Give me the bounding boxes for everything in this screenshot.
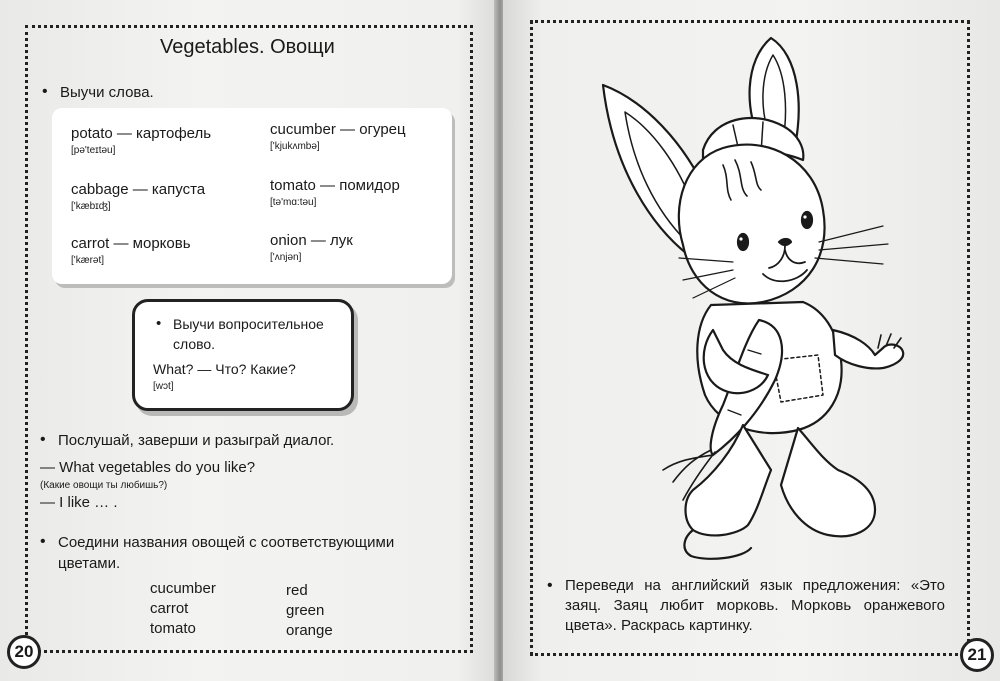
page-number: 20 bbox=[7, 635, 41, 669]
matching-instruction: • Соедини названия овощей с соответствующими цветами. bbox=[58, 532, 453, 574]
dialog-line-2: — I like … . bbox=[40, 494, 118, 511]
vocab-item bbox=[71, 125, 211, 156]
translation-task: • Переведи на английский язык предложения: «Это заяц. Заяц любит морковь. Морковь оранжевого цвета». Раскрась картинку. bbox=[565, 576, 945, 636]
vocab-item bbox=[71, 181, 205, 212]
vegetable-word: carrot bbox=[150, 600, 189, 617]
vegetable-word: cucumber bbox=[150, 580, 216, 597]
vocab-card bbox=[52, 108, 452, 284]
vocab-transcription: [pə'teɪtəu] bbox=[71, 145, 116, 156]
vocab-transcription: ['kæbɪʤ] bbox=[71, 201, 111, 212]
vocab-item bbox=[270, 121, 406, 152]
vocab-transcription: ['ʌnjən] bbox=[270, 252, 302, 263]
question-transcription: [wɔt] bbox=[153, 381, 174, 392]
vocab-transcription: ['kjukʌmbə] bbox=[270, 141, 320, 152]
dialog-translation: (Какие овощи ты любишь?) bbox=[40, 480, 168, 491]
vocab-word: cucumber — огурец bbox=[270, 121, 406, 138]
question-card-instruction: • Выучи вопросительное слово. bbox=[173, 314, 349, 354]
vocab-word: tomato — помидор bbox=[270, 177, 400, 194]
dialog-instruction: • Послушай, заверши и разыграй диалог. bbox=[58, 432, 334, 449]
page-number: 21 bbox=[960, 638, 994, 672]
left-page bbox=[0, 0, 497, 681]
vocab-word: cabbage — капуста bbox=[71, 181, 206, 198]
vocab-item bbox=[270, 177, 400, 208]
vocab-word: potato — картофель bbox=[71, 125, 212, 142]
color-word: orange bbox=[286, 622, 333, 639]
vocab-transcription: ['kærət] bbox=[71, 255, 105, 266]
vocab-item bbox=[270, 232, 353, 263]
question-word-card bbox=[132, 299, 354, 411]
question-word: What? — Что? Какие? bbox=[153, 361, 296, 377]
vocab-word: carrot — морковь bbox=[71, 235, 191, 252]
vocab-item bbox=[71, 235, 191, 266]
learn-words-instruction: • Выучи слова. bbox=[60, 84, 154, 101]
color-word: green bbox=[286, 602, 325, 619]
vocab-transcription: [tə'mɑ:təu] bbox=[270, 197, 317, 208]
dialog-line-1: — What vegetables do you like? bbox=[40, 459, 256, 476]
color-word: red bbox=[286, 582, 308, 599]
vegetable-word: tomato bbox=[150, 620, 196, 637]
rabbit-coloring-illustration bbox=[583, 30, 913, 560]
vocab-word: onion — лук bbox=[270, 232, 353, 249]
page-title: Vegetables. Овощи bbox=[160, 36, 335, 58]
